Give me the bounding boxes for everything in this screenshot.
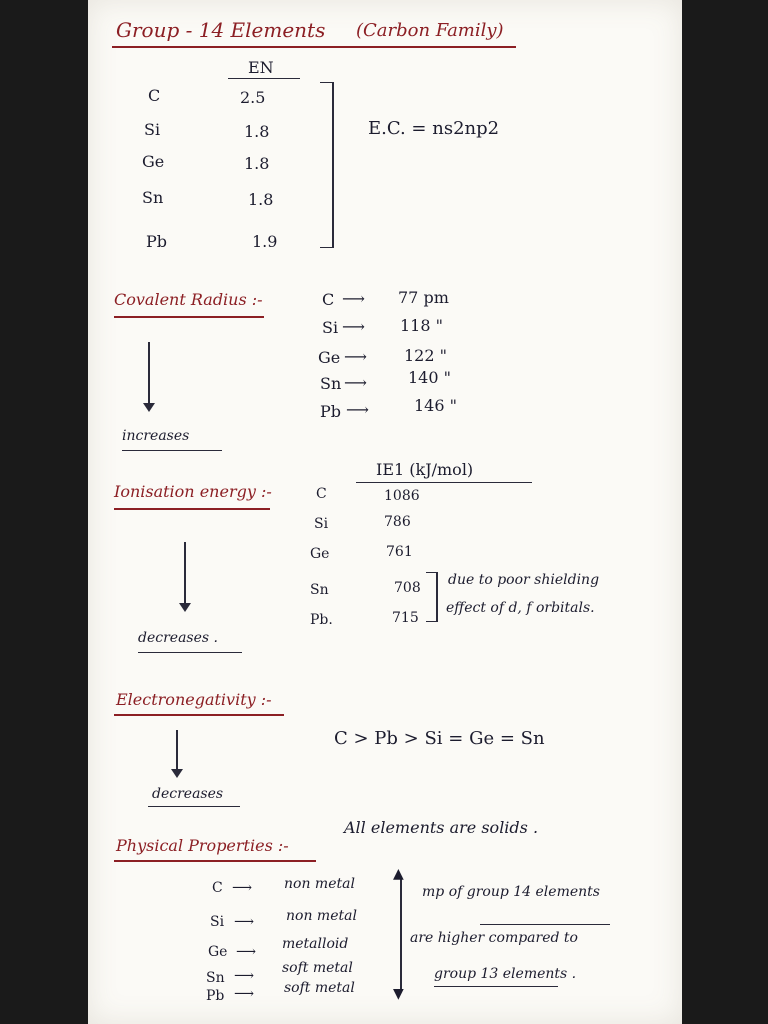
ie-bracket-bottom — [426, 621, 437, 622]
title-underline — [112, 46, 516, 48]
ie-value: 715 — [392, 610, 419, 626]
ie-value: 761 — [386, 544, 413, 560]
down-arrow-icon — [148, 342, 150, 404]
en-element: Si — [144, 120, 161, 139]
down-arrow-tip-icon: ▼ — [393, 986, 404, 1002]
arrow-right-icon: ⟶ — [342, 317, 365, 336]
ionization-underline — [114, 508, 270, 510]
en-value: 1.9 — [252, 232, 278, 251]
ie-element: Pb. — [310, 612, 333, 628]
en-bracket-top — [320, 82, 334, 83]
en-element: C — [148, 86, 161, 105]
electronegativity-trend-line — [148, 806, 240, 807]
arrow-right-icon: ⟶ — [342, 289, 365, 308]
arrow-right-icon: ⟶ — [344, 347, 367, 366]
en-header-line — [228, 78, 300, 79]
physical-underline — [114, 860, 316, 862]
ionization-heading: Ionisation energy :- — [114, 482, 272, 501]
phys-type: soft metal — [284, 980, 355, 996]
en-value: 1.8 — [244, 154, 270, 173]
cov-value: 118 " — [400, 316, 443, 335]
page-subtitle: (Carbon Family) — [356, 20, 504, 41]
phys-element: Pb — [206, 988, 225, 1004]
up-arrow-icon: ▲ — [393, 866, 404, 882]
mp-underline-2 — [434, 986, 558, 987]
electronegativity-underline — [114, 714, 284, 716]
arrow-right-icon: ⟶ — [236, 944, 257, 960]
ie-column-header: IE1 (kJ/mol) — [376, 460, 474, 479]
double-arrow-icon — [400, 878, 402, 992]
covalent-trend-line — [122, 450, 222, 451]
phys-element: C — [212, 880, 223, 896]
arrow-right-icon: ⟶ — [234, 986, 255, 1002]
phys-element: Sn — [206, 970, 225, 986]
ie-value: 1086 — [384, 488, 420, 504]
cov-element: Si — [322, 318, 339, 337]
ie-element: Ge — [310, 546, 330, 562]
electronegativity-heading: Electronegativity :- — [116, 690, 272, 709]
page-title: Group - 14 Elements — [116, 18, 326, 42]
ie-note-line1: due to poor shielding — [448, 572, 600, 588]
covalent-underline — [114, 316, 264, 318]
physical-statement: All elements are solids . — [344, 818, 539, 837]
covalent-trend: increases — [122, 428, 190, 444]
cov-element: C — [322, 290, 335, 309]
en-element: Pb — [146, 232, 168, 251]
ie-element: C — [316, 486, 327, 502]
physical-heading: Physical Properties :- — [116, 836, 289, 855]
phys-type: soft metal — [282, 960, 353, 976]
phys-type: metalloid — [282, 936, 349, 952]
phys-type: non metal — [286, 908, 357, 924]
en-element: Ge — [142, 152, 165, 171]
arrow-right-icon: ⟶ — [234, 914, 255, 930]
ie-value: 708 — [394, 580, 421, 596]
cov-value: 140 " — [408, 368, 451, 387]
mp-underline — [480, 924, 610, 925]
ie-element: Sn — [310, 582, 329, 598]
arrow-right-icon: ⟶ — [344, 373, 367, 392]
arrow-right-icon: ⟶ — [234, 968, 255, 984]
ionization-trend: decreases . — [138, 630, 218, 646]
en-value: 1.8 — [244, 122, 270, 141]
cov-element: Ge — [318, 348, 341, 367]
en-value: 1.8 — [248, 190, 274, 209]
mp-line1: mp of group 14 elements — [422, 884, 600, 900]
ie-note-line2: effect of d, f orbitals. — [446, 600, 595, 616]
en-header: EN — [248, 58, 274, 77]
phys-element: Si — [210, 914, 225, 930]
arrow-right-icon: ⟶ — [232, 880, 253, 896]
cov-value: 122 " — [404, 346, 447, 365]
notebook-page — [88, 0, 682, 1024]
ie-header-line — [356, 482, 532, 483]
down-arrow-icon — [176, 730, 178, 770]
electron-config: E.C. = ns2np2 — [368, 118, 500, 139]
electronegativity-trend: decreases — [152, 786, 224, 802]
electronegativity-order: C > Pb > Si = Ge = Sn — [334, 728, 545, 749]
phys-type: non metal — [284, 876, 355, 892]
covalent-heading: Covalent Radius :- — [114, 290, 263, 309]
cov-value: 146 " — [414, 396, 457, 415]
ionization-trend-line — [138, 652, 242, 653]
down-arrow-icon — [184, 542, 186, 604]
ie-bracket-top — [426, 572, 437, 573]
cov-value: 77 pm — [398, 288, 449, 307]
en-element: Sn — [142, 188, 164, 207]
arrow-right-icon: ⟶ — [346, 400, 369, 419]
en-bracket — [332, 82, 334, 248]
ie-value: 786 — [384, 514, 411, 530]
cov-element: Sn — [320, 374, 342, 393]
mp-line3: group 13 elements . — [434, 966, 577, 982]
mp-line2: are higher compared to — [410, 930, 578, 946]
ie-element: Si — [314, 516, 329, 532]
en-value: 2.5 — [240, 88, 266, 107]
ie-bracket — [436, 572, 438, 622]
en-bracket-bottom — [320, 247, 334, 248]
cov-element: Pb — [320, 402, 342, 421]
phys-element: Ge — [208, 944, 228, 960]
